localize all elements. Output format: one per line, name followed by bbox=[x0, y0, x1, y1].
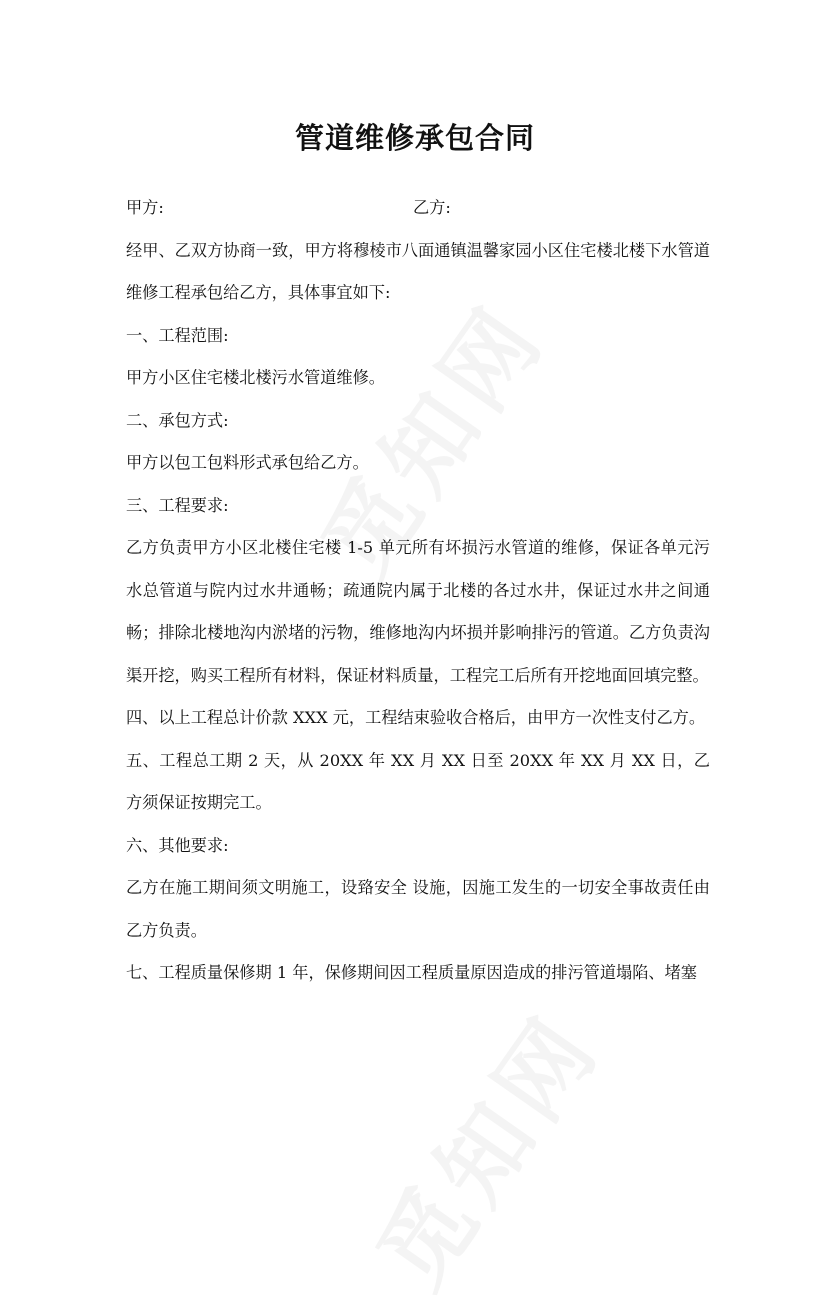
scope-paragraph: 甲方小区住宅楼北楼污水管道维修。 bbox=[126, 368, 385, 387]
party-b-label: 乙方: bbox=[413, 198, 451, 217]
contract-method-paragraph: 甲方以包工包料形式承包给乙方。 bbox=[126, 453, 369, 472]
document-body bbox=[126, 187, 710, 995]
document-title: 管道维修承包合同 bbox=[294, 121, 535, 155]
section-heading-requirements: 三、工程要求: bbox=[126, 495, 229, 515]
intro-paragraph: 经甲、乙双方协商一致，甲方将穆棱市八面通镇温馨家园小区住宅楼北楼下水管道维修工程承包给乙方，具体事宜如下: bbox=[126, 240, 710, 302]
schedule-clause: 五、工程总工期 2 天，从 20XX 年 XX 月 XX 日至 20XX 年 XX 月 XX 日，乙方须保证按期完工。 bbox=[126, 750, 710, 812]
warranty-clause: 七、工程质量保修期 1 年，保修期间因工程质量原因造成的排污管道塌陷、堵塞 bbox=[126, 963, 697, 982]
requirements-paragraph: 乙方负责甲方小区北楼住宅楼 1-5 单元所有坏损污水管道的维修，保证各单元污水总管道与院内过水井通畅；疏通院内属于北楼的各过水井，保证过水井之间通畅；排除北楼地沟内淤堵的污物，维修地沟内坏损并影响排污的管道。乙方负责沟渠开挖，购买工程所有材料，保证材料质量，工程完工后所有开挖地面回填完整。 bbox=[126, 538, 710, 685]
section-heading-contract-method: 二、承包方式: bbox=[126, 410, 229, 430]
section-heading-scope: 一、工程范围: bbox=[126, 325, 229, 345]
section-heading-other: 六、其他要求: bbox=[126, 835, 229, 855]
price-clause: 四、以上工程总计价款 XXX 元，工程结束验收合格后，由甲方一次性支付乙方。 bbox=[126, 708, 706, 727]
party-a-label: 甲方: bbox=[126, 198, 164, 217]
watermark-bottom bbox=[341, 983, 625, 1309]
other-requirements-paragraph: 乙方在施工期间须文明施工，设臵安全 设施，因施工发生的一切安全事故责任由乙方负责。 bbox=[126, 878, 710, 940]
parties-line bbox=[126, 187, 710, 230]
